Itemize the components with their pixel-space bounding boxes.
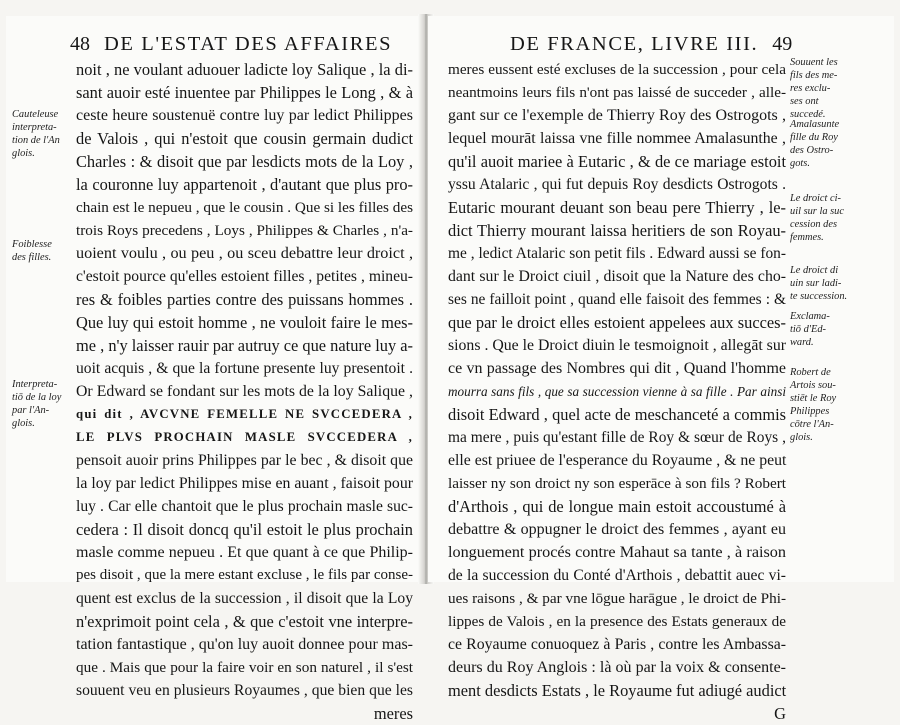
text-line: meres eussent esté excluses de la succession , pour cela <box>448 61 786 78</box>
text-line: me , ledict Atalaric son petit fils . Edward aussi se fon- <box>448 245 786 262</box>
text-line: dant sur le Droict ciuil , disoit que la Nature des cho- <box>448 268 786 285</box>
margin-note: Cauteleuse interpreta- tion de l'An glois. <box>12 109 60 159</box>
text-line: disoit Edward , quel acte de meschanceté a commis <box>448 405 786 424</box>
text-line: ment desdicts Estats , le Royaume fut adiugé audict <box>448 681 787 700</box>
text-line: que par le droict elles estoient appelees aux succes- <box>448 313 786 332</box>
text-line: cedera : Il disoit doncq qu'il estoit le plus prochain <box>76 520 413 539</box>
text-line: neantmoins leurs fils n'ont pas laissé de succeder , alle- <box>448 84 786 101</box>
text-line: pensoit auoir prins Philippes par le bec , & disoit que <box>76 452 413 469</box>
text-line: dict Thierry mourant laissa heritiers de son Royau- <box>448 221 786 240</box>
margin-note: Amalasunte fille du Roy des Ostro- gots. <box>790 119 840 169</box>
margin-note: Exclama- tiō d'Ed- ward. <box>790 311 830 348</box>
text-line: de la succession du Conté d'Arthois , debattit auec vi- <box>448 567 786 584</box>
text-line: me , n'y laisser rauir par autruy ce que nature luy a- <box>76 336 414 355</box>
text-line: noit , ne voulant aduouer ladicte loy Salique , la di- <box>76 60 413 79</box>
margin-note: Robert de Artois sou- stiēt le Roy Philippes cōtre l'An- glois. <box>790 367 837 443</box>
right-page-number: 49 <box>772 33 793 55</box>
text-line: la couronne luy appartenoit , d'autant que plus pro- <box>76 175 413 194</box>
left-page-number: 48 <box>70 33 90 55</box>
text-line: longuement procés contre Mahaut sa tante , à raison <box>448 543 786 561</box>
right-running-title: DE FRANCE, LIVRE III. <box>510 33 759 55</box>
text-line: d'Arthois , qui de longue main estoit accoustumé à <box>448 497 786 516</box>
right-running-head <box>510 32 792 56</box>
text-line: yssu Atalaric , qui fut depuis Roy desdicts Ostrogots . <box>448 176 786 193</box>
text-line: lippes de Valois , en la presence des Estats generaux de <box>448 613 786 630</box>
text-line: qu'il auoit mariee à Eutaric , & de ce mariage estoit <box>448 152 786 171</box>
text-line: deurs du Roy Anglois : là où par la voix & consente- <box>448 659 786 676</box>
left-page <box>6 16 424 723</box>
text-line: Eutaric mourant deuant son beau pere Thierry , le- <box>448 198 786 217</box>
text-line: sant auoir esté inuentee par Philippes le Long , & à <box>76 83 413 102</box>
text-line: uoient voulu , ou peu , ou sceu debattre leur droict , <box>76 244 413 262</box>
text-line: masle comme nepueu . Et que quant à ce que Philip- <box>76 544 413 561</box>
left-running-title: DE L'ESTAT DES AFFAIRES <box>104 33 393 55</box>
text-line: la loy par ledict Philippes mise en auant , faisoit pour <box>76 475 413 492</box>
text-line: ceste heure soustenuë contre luy par ledict Philippes <box>76 107 413 124</box>
text-line: tation fantastique , qu'on luy auoit donnee pour mas- <box>76 636 413 653</box>
text-line: que . Mais que pour la faire voir en son naturel , il s'est <box>76 659 413 676</box>
margin-note: Foiblesse des filles. <box>12 239 52 263</box>
text-line: souuent veu en plusieurs Royaumes , que bien que les <box>76 682 413 699</box>
scripture-quote-line: mourra sans fils , que sa succession vienne à sa fille . Par ainsi <box>448 384 786 399</box>
text-line: trois Roys precedens , Loys , Philippes & Charles , n'a- <box>76 222 413 239</box>
text-line: n'exprimoit point cela , & que c'estoit vne interpre- <box>76 612 413 631</box>
catchword: meres <box>373 704 413 723</box>
text-line: luy . Car elle chantoit que le plus prochain masle suc- <box>76 498 413 515</box>
text-line: Charles : & disoit que par lesdicts mots de la Loy , <box>76 152 413 171</box>
margin-note: Le droict ci- uil sur la suc cession des femmes. <box>790 193 844 243</box>
right-text-block <box>448 58 786 725</box>
text-line: quent est exclus de la succession , il disoit que la Loy <box>76 590 413 607</box>
text-line: chain est le nepueu , que le cousin . Que si les filles des <box>76 199 413 216</box>
text-line: pes disoit , que la mere estant excluse , le fils par conse- <box>76 567 413 583</box>
text-line: de Valois , qui n'estoit que cousin germain dudict <box>76 129 413 148</box>
text-line: lequel mourāt laissa vne fille nommee Amalasunthe , <box>448 130 786 147</box>
text-line: c'estoit pource qu'elles estoient filles , petites , mineu- <box>76 268 413 285</box>
margin-note: Souuent les fils des me- res exclu- ses ont succedé. <box>790 57 838 120</box>
salic-law-quote-line: LE PLVS PROCHAIN MASLE SVCCEDERA , <box>76 430 413 444</box>
salic-law-quote-line: qui dit , AVCVNE FEMELLE NE SVCCEDERA , <box>76 407 413 421</box>
text-line: Que luy qui estoit homme , ne vouloit faire le mes- <box>76 313 413 332</box>
text-line: ues raisons , & par vne lōgue harāgue , le droict de Phi- <box>448 590 786 607</box>
text-line: laisser ny son droict ny son esperāce à son fils ? Robert <box>448 475 786 492</box>
text-line: ce Royaume conuoquez à Paris , contre les Ambassa- <box>448 636 786 653</box>
margin-note: Le droict di uin sur ladi- te succession. <box>790 265 848 302</box>
signature-mark: G <box>774 704 786 723</box>
left-text-block <box>76 58 413 725</box>
text-line: ses ne failloit point , quand elle faisoit des femmes : & <box>448 291 786 308</box>
text-line: elle est priuee de l'esperance du Royaume , & ne peut <box>448 452 787 469</box>
margin-note: Interpreta- tiō de la loy par l'An- glois. <box>12 379 62 429</box>
right-page <box>428 16 894 723</box>
text-line: debattre & oppugner le droict des femmes , ayant eu <box>448 521 786 538</box>
text-line: res & foibles parties contre des puissans hommes . <box>76 290 413 309</box>
text-line: sions . Que le Droict diuin le tesmoignoit , allegāt sur <box>448 337 786 354</box>
left-running-head <box>70 32 392 56</box>
text-line: uoit acquis , & que la fortune presente luy presentoit . <box>76 360 413 377</box>
text-line: ce vn passage des Nombres qui dit , Quand l'homme <box>448 360 786 377</box>
text-line: gant sur ce l'exemple de Thierry Roy des Ostrogots , <box>448 107 786 124</box>
text-line: Or Edward se fondant sur les mots de la loy Salique , <box>76 383 413 400</box>
text-line: ma mere , puis qu'estant fille de Roy & sœur de Roys , <box>448 429 786 446</box>
